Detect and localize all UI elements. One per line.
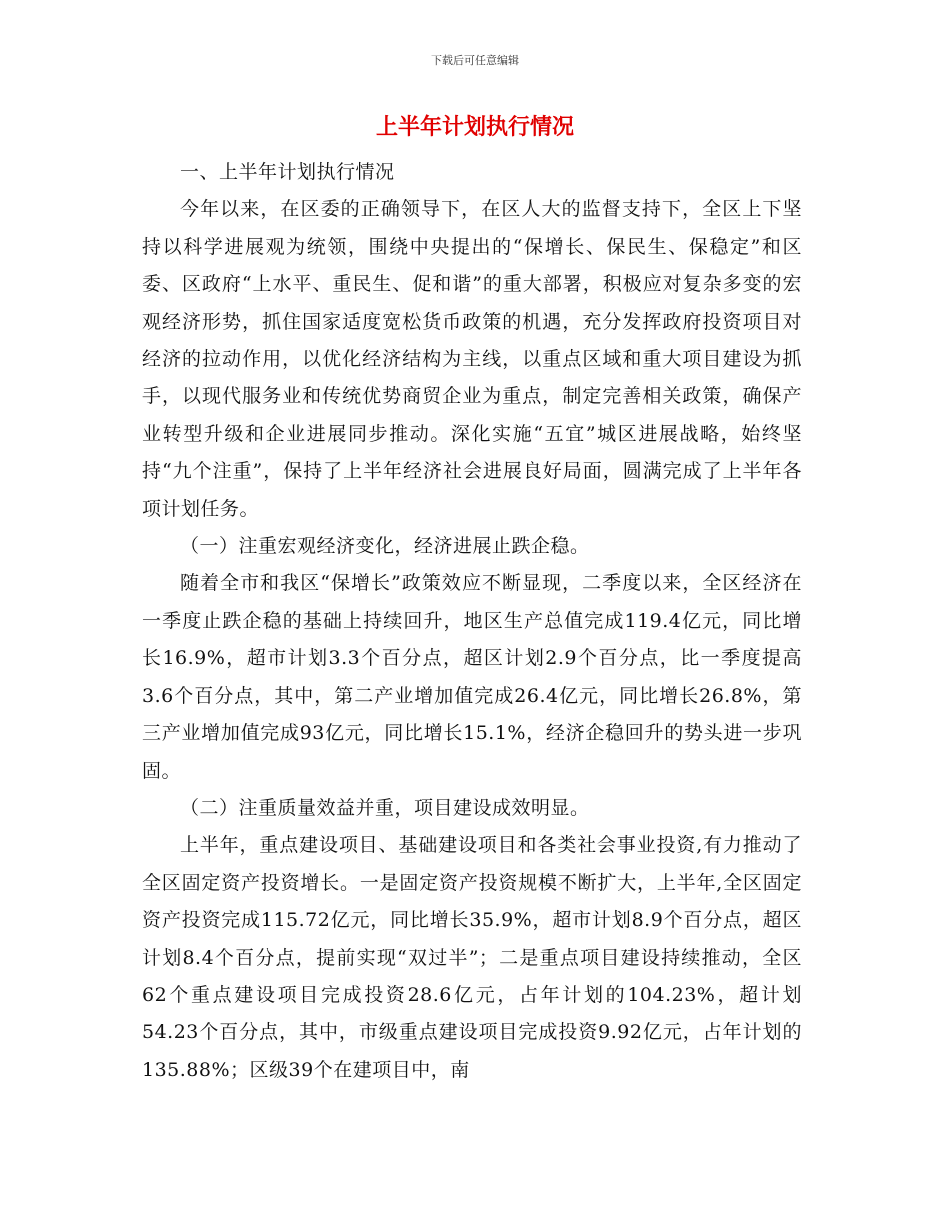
- document-title: 上半年计划执行情况: [375, 115, 574, 140]
- paragraph-intro: 今年以来，在区委的正确领导下，在区人大的监督支持下，全区上下坚持以科学进展观为统领，围绕中央提出的“保增长、保民生、保稳定”和区委、区政府“上水平、重民生、促和谐”的重大部署，积极应对复杂多变的宏观经济形势，抓住国家适度宽松货币政策的机遇，充分发挥政府投资项目对经济的拉动作用，以优化经济结构为主线，以重点区域和重大项目建设为抓手，以现代服务业和传统优势商贸企业为重点，制定完善相关政策，确保产业转型升级和企业进展同步推动。深化实施“五宜”城区进展战略，始终坚持“九个注重”，保持了上半年经济社会进展良好局面，圆满完成了上半年各项计划任务。: [142, 198, 802, 520]
- section-heading-1: 一、上半年计划执行情况: [180, 161, 395, 183]
- subsection-heading-2: （二）注重质量效益并重，项目建设成效明显。: [180, 796, 590, 819]
- paragraph-economy: 随着全市和我区“保增长”政策效应不断显现，二季度以来，全区经济在一季度止跌企稳的基础上持续回升，地区生产总值完成119.4亿元，同比增长16.9%，超市计划3.3个百分点，超区计划2.9个百分点，比一季度提高3.6个百分点，其中，第二产业增加值完成26.4亿元，同比增长26.8%，第三产业增加值完成93亿元，同比增长15.1%，经济企稳回升的势头进一步巩固。: [142, 572, 802, 782]
- header-note: 下载后可任意编辑: [431, 54, 519, 67]
- paragraph-investment: 上半年，重点建设项目、基础建设项目和各类社会事业投资,有力推动了全区固定资产投资增长。一是固定资产投资规模不断扩大，上半年,全区固定资产投资完成115.72亿元，同比增长35.9%，超市计划8.9个百分点，超区计划8.4个百分点，提前实现“双过半”；二是重点项目建设持续推动，全区62个重点建设项目完成投资28.6亿元，占年计划的104.23%，超计划54.23个百分点，其中，市级重点建设项目完成投资9.92亿元，占年计划的135.88%；区级39个在建项目中，南: [142, 834, 802, 1081]
- subsection-heading-1: （一）注重宏观经济变化，经济进展止跌企稳。: [180, 535, 590, 558]
- document-body: [142, 154, 802, 1089]
